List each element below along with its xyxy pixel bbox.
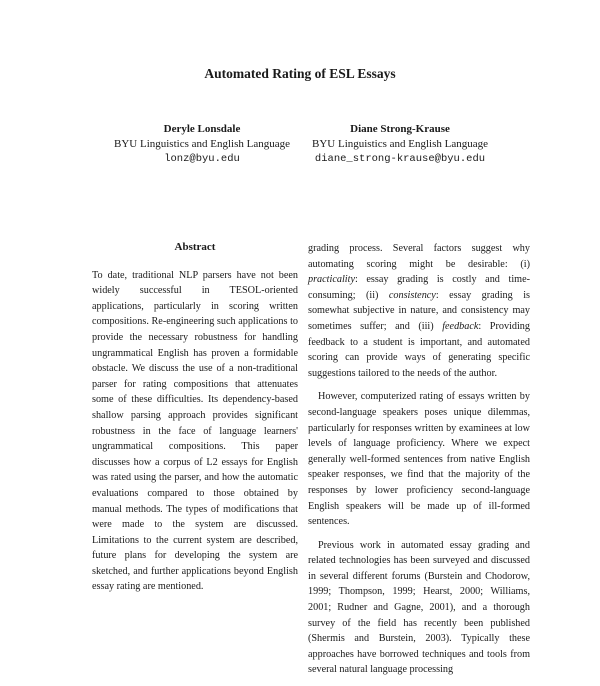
author-email: diane_strong-krause@byu.edu [314, 153, 486, 165]
body-paragraph-3: Previous work in automated essay grading and related technologies has been surveyed and discussed in several different forums (Burstein and Chodorow, 1999; Thompson, 1999; Hearst, 2000; Williams, 2001; Rudner and Gagne, 2001), and a thorough survey of the field has recently been published (Shermis and Burstein, 2003). Typically these approaches have borrowed techniques and tools from several natural language processing [308, 539, 530, 676]
author-name: Deryle Lonsdale [163, 123, 241, 135]
body-paragraph-1 [308, 241, 530, 381]
abstract-text: To date, traditional NLP parsers have not been widely successful in TESOL-oriented applications, particularly in scoring written compositions. Re-engineering such applications to provide the necessary robustness for handling ungrammatical English has proven a formidable obstacle. We discuss the use of a non-traditional parser for rating compositions that attenuates some of these difficulties. Its dependency-based shallow parsing approach provides significant robustness in the face of language learners' ungrammatical compositions. This paper discusses how a corpus of L2 essays for English was rated using the parser, and how the automatic evaluations compared to those obtained by manual methods. The types of modifications that were made to the system are discussed. Limitations to the current system are described, future plans for developing the system are sketched, and further applications beyond English essay rating are mentioned. [92, 269, 298, 593]
paper-title: Automated Rating of ESL Essays [204, 66, 396, 81]
author-affiliation: BYU Linguistics and English Language [114, 138, 290, 150]
abstract-heading: Abstract [174, 241, 216, 253]
author-name: Diane Strong-Krause [350, 123, 450, 135]
right-column [308, 241, 530, 686]
text-run: : essay grading is somewhat subjective in nature, and consistency may sometimes suffer; and (iii) [308, 289, 530, 332]
text-run: : essay grading is costly and time-consuming; (ii) [308, 274, 530, 301]
author-affiliation: BYU Linguistics and English Language [312, 138, 488, 150]
text-run: : Providing feedback to a student is important, and automated scoring can provide ways of generating specific suggestions tailored to the needs of the author. [308, 320, 530, 379]
text-run: grading process. Several factors suggest why automating scoring might be desirable: (i) [308, 243, 530, 270]
body-paragraph-2: However, computerized rating of essays written by second-language speakers poses unique dilemmas, particularly for responses written by examinees at low levels of language proficiency. Where we expect generally well-formed sentences from native English speaker responses, we find that the majority of the responses by lower proficiency second-language English speakers will be made up of ill-formed sentences. [308, 391, 530, 528]
italic-term: practicality [308, 274, 355, 286]
author-email: lonz@byu.edu [164, 153, 240, 165]
italic-term: consistency [388, 289, 436, 301]
italic-term: feedback [442, 320, 479, 332]
left-column [90, 240, 300, 595]
author-block-2 [302, 122, 498, 167]
author-block-1 [104, 122, 300, 167]
